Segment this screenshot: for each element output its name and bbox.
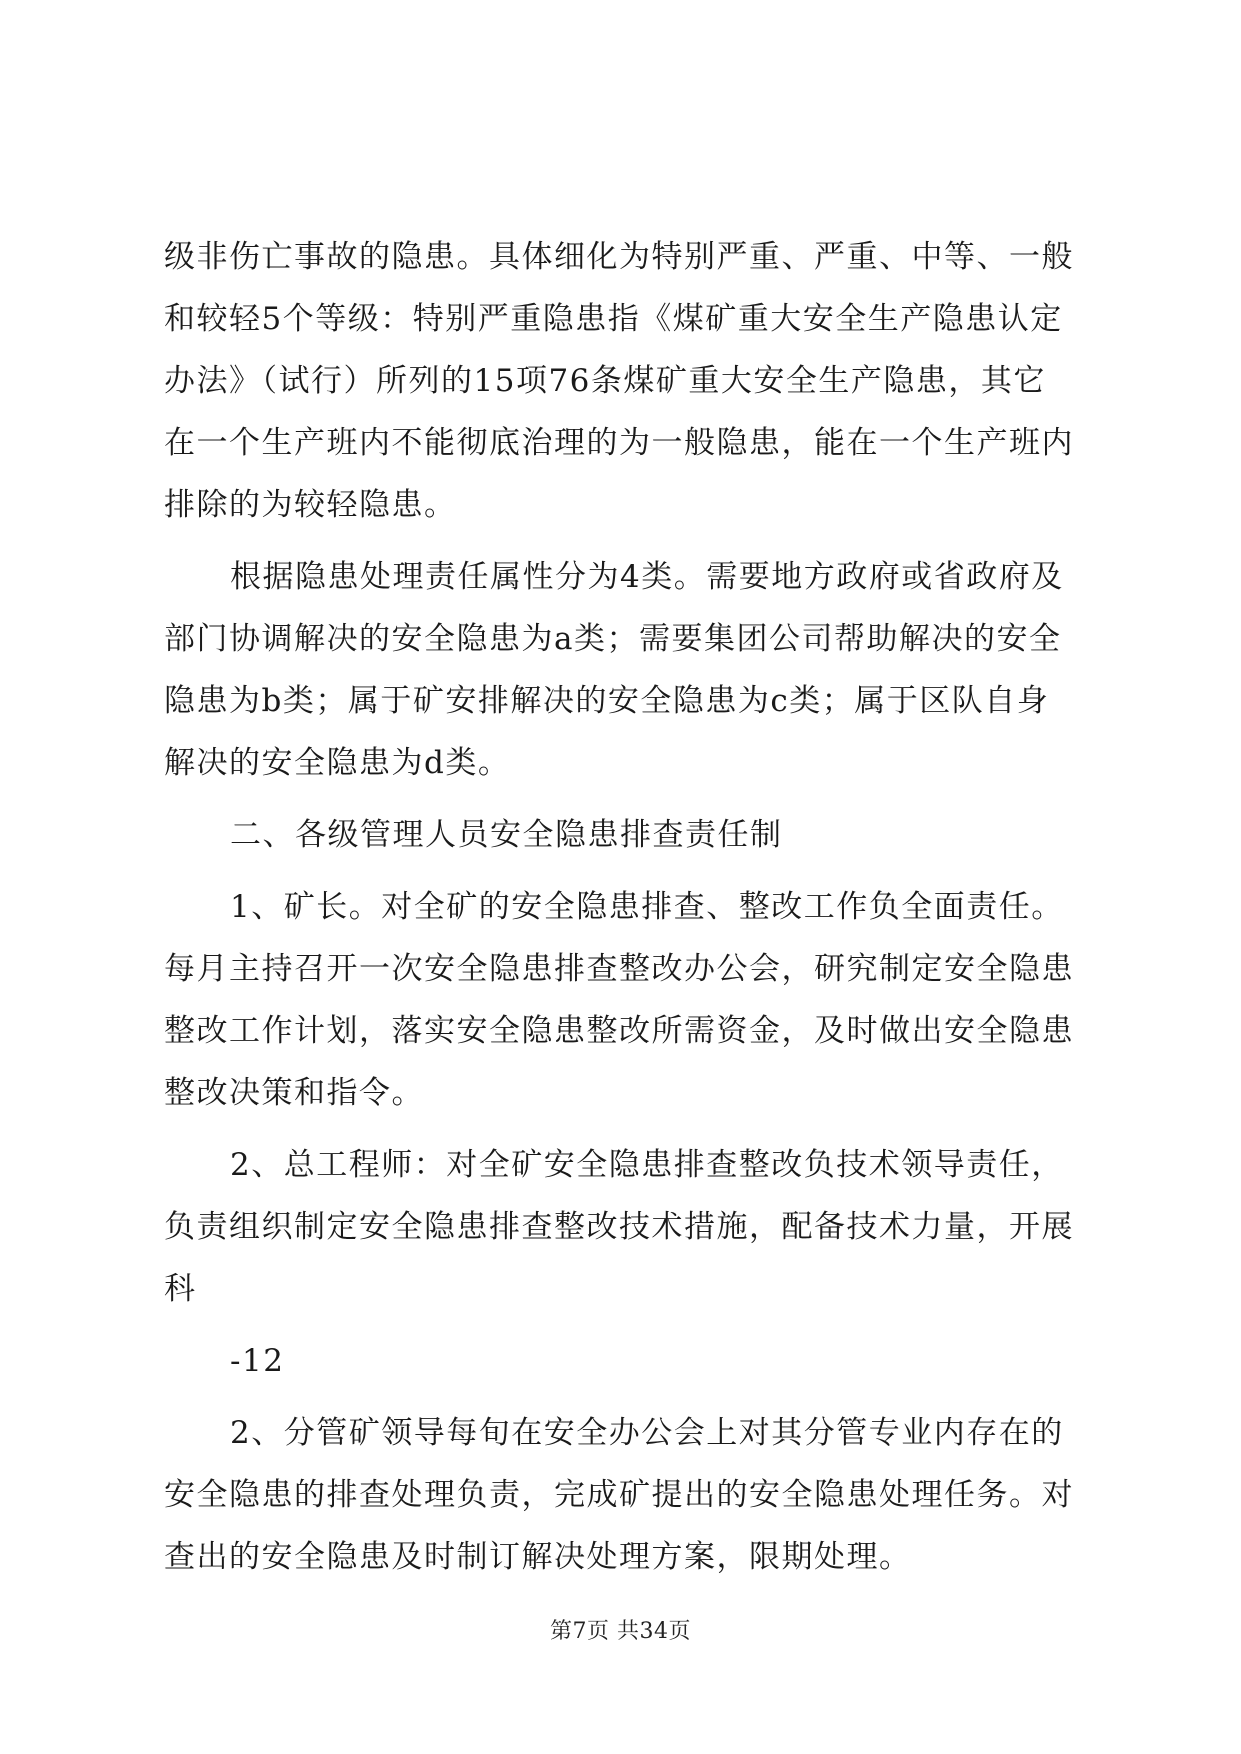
text-line: 查出的安全隐患及时制订解决处理方案，限期处理。 (164, 1539, 912, 1575)
text-line: 2、分管矿领导每旬在安全办公会上对其分管专业内存在的 (230, 1415, 1064, 1451)
text-line: 部门协调解决的安全隐患为a类；需要集团公司帮助解决的安全 (164, 621, 1062, 657)
document-body (164, 226, 1084, 1588)
text-line: 排除的为较轻隐患。 (164, 487, 457, 523)
text-line: 和较轻5个等级：特别严重隐患指《煤矿重大安全生产隐患认定 (164, 301, 1063, 337)
section-heading: 二、各级管理人员安全隐患排查责任制 (230, 817, 783, 853)
text-line: 隐患为b类；属于矿安排解决的安全隐患为c类；属于区队自身 (164, 683, 1050, 719)
text-line: 负责组织制定安全隐患排查整改技术措施，配备技术力量，开展 (164, 1209, 1074, 1245)
text-line: 1、矿长。对全矿的安全隐患排查、整改工作负全面责任。 (230, 889, 1064, 925)
text-line: 整改决策和指令。 (164, 1075, 424, 1111)
text-line: 根据隐患处理责任属性分为4类。需要地方政府或省政府及 (230, 559, 1064, 595)
text-line: 级非伤亡事故的隐患。具体细化为特别严重、严重、中等、一般 (164, 239, 1074, 275)
text-line: 科 (164, 1271, 197, 1307)
text-line: 安全隐患的排查处理负责，完成矿提出的安全隐患处理任务。对 (164, 1477, 1074, 1513)
text-line: 整改工作计划，落实安全隐患整改所需资金，及时做出安全隐患 (164, 1013, 1074, 1049)
page-footer: 第7页 共34页 (550, 1619, 691, 1644)
text-line: 解决的安全隐患为d类。 (164, 745, 511, 781)
text-line: 每月主持召开一次安全隐患排查整改办公会，研究制定安全隐患 (164, 951, 1074, 987)
text-line: 2、总工程师：对全矿安全隐患排查整改负技术领导责任， (230, 1147, 1064, 1183)
page-marker: -12 (230, 1343, 285, 1379)
text-line: 在一个生产班内不能彻底治理的为一般隐患，能在一个生产班内 (164, 425, 1074, 461)
text-line: 办法》（试行）所列的15项76条煤矿重大安全生产隐患，其它 (164, 363, 1046, 399)
